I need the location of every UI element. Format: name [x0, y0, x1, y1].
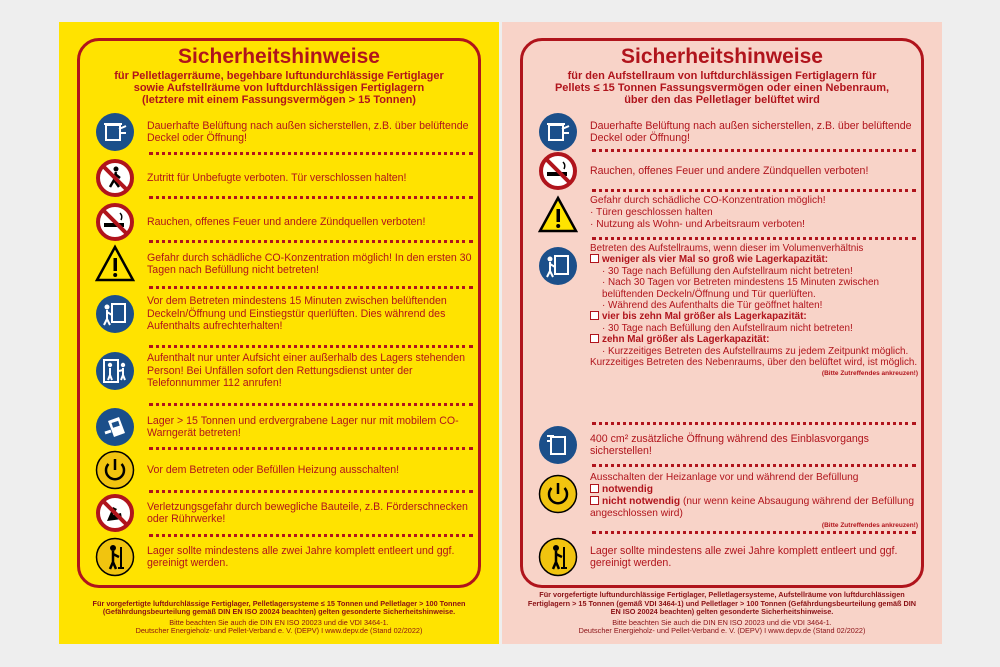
divider	[592, 237, 916, 240]
option-detail: (nur wenn keine Absaugung während der Befüllung angeschlossen wird)	[590, 496, 915, 519]
sign-subtitle-2: Pellets ≤ 15 Tonnen Fassungsvermögen oder einen Nebenraum,	[554, 82, 890, 94]
co-warning-bullet: Türen geschlossen halten	[596, 207, 713, 218]
sign-title: Sicherheitshinweise	[178, 45, 380, 68]
sign-subtitle-3: über den das Pelletlager belüftet wird	[624, 94, 820, 106]
list-item	[538, 151, 918, 191]
list-item	[95, 294, 475, 334]
item-text: 400 cm² zusätzliche Öffnung während des Einblasvorgangs sicherstellen!	[590, 432, 869, 457]
list-item	[95, 407, 475, 447]
item-text: Lager sollte mindestens alle zwei Jahre komplett entleert und ggf. gereinigt werden.	[147, 544, 455, 569]
sign-footer	[522, 591, 922, 636]
checkbox[interactable]	[590, 334, 599, 343]
ventilation-icon	[538, 112, 578, 152]
checkbox[interactable]	[590, 311, 599, 320]
ventilation-icon	[95, 112, 135, 152]
list-item	[95, 493, 475, 533]
supervision-icon	[95, 351, 135, 391]
ventilate-room-icon	[538, 246, 578, 286]
divider	[149, 345, 473, 348]
item-text: Dauerhafte Belüftung nach außen sicherstellen, z.B. über belüftende Deckel oder Öffnung!	[590, 119, 912, 144]
list-item	[95, 244, 475, 284]
item-text: Vor dem Betreten oder Befüllen Heizung ausschalten!	[147, 463, 400, 476]
checkbox[interactable]	[590, 254, 599, 263]
list-item	[95, 537, 475, 577]
volume-ratio-block: Betreten des Aufstellraums, wenn dieser im Volumenverhältnis weniger als vier Mal so groß wie Lagerkapazität: · 30 Tage nach Befüllung den Aufstellraum nicht betreten! · Nach 30 Tagen vor Betreten mindestens 15 Minuten zwischen belüftenden Deckeln/Öffnung und Tür querlüften. · Während des Aufenthalts die Tür geöffnet halten! vier bis zehn Mal größer als Lagerkapazität: · 30 Tage nach Befüllung den Aufstellraum nicht betreten! zehn Mal größer als Lagerkapazität: · Kurzzeitiges Betreten des Aufstellraums zu jedem Zeitpunkt möglich. Kurzzeitiges Betreten des Nebenraums, über den belüftet wird, ist möglich. (Bitte Zutreffendes ankreuzen!)	[590, 243, 918, 380]
option-label: zehn Mal größer als Lagerkapazität:	[602, 334, 770, 346]
divider	[149, 403, 473, 406]
list-item	[95, 450, 475, 490]
tick-note: (Bitte Zutreffendes ankreuzen!)	[821, 522, 918, 529]
item-text: Rauchen, offenes Feuer und andere Zündquellen verboten!	[147, 215, 426, 228]
option-label: nicht notwendig	[602, 496, 681, 507]
warning-icon	[538, 195, 578, 235]
co-warning-block: Gefahr durch schädliche CO-Konzentration möglich! · Türen geschlossen halten · Nutzung als Wohn- und Arbeitsraum verboten!	[590, 195, 918, 231]
ventilate-room-icon	[95, 294, 135, 334]
item-text: Zutritt für Unbefugte verboten. Tür verschlossen halten!	[147, 171, 407, 184]
list-item	[95, 158, 475, 198]
sign-header	[524, 46, 920, 106]
no-entry-icon	[95, 158, 135, 198]
sign-subtitle-3: (letztere mit einem Fassungsvermögen > 15 Tonnen)	[142, 94, 416, 106]
no-smoking-icon	[95, 202, 135, 242]
item-text: Dauerhafte Belüftung nach außen sicherstellen, z.B. über belüftende Deckel oder Öffnung!	[147, 119, 469, 144]
footer-standards: Bitte beachten Sie auch die DIN EN ISO 20023 und die VDI 3464-1.	[169, 617, 389, 627]
heating-block	[590, 472, 918, 532]
option-bullet: Während des Aufenthalts die Tür geöffnet halten!	[608, 300, 823, 312]
list-item	[95, 351, 475, 391]
sign-title: Sicherheitshinweise	[621, 45, 823, 68]
footer-publisher: Deutscher Energieholz- und Pellet-Verband e. V. (DEPV) I www.depv.de (Stand 02/2022)	[578, 626, 866, 636]
option-bullet: Kurzzeitiges Betreten des Aufstellraums zu jedem Zeitpunkt möglich.	[608, 345, 909, 357]
no-smoking-icon	[538, 151, 578, 191]
item-text: Rauchen, offenes Feuer und andere Zündquellen verboten!	[590, 164, 869, 177]
divider	[149, 152, 473, 155]
option-label: weniger als vier Mal so groß wie Lagerkapazität:	[602, 254, 829, 266]
opening-icon	[538, 425, 578, 465]
sign-footer	[79, 600, 479, 636]
divider	[592, 531, 916, 534]
cleaning-icon	[538, 537, 578, 577]
footer-standards: Bitte beachten Sie auch die DIN EN ISO 20023 und die VDI 3464-1.	[612, 617, 832, 627]
list-item	[538, 112, 918, 152]
cleaning-icon	[95, 537, 135, 577]
item-text: Verletzungsgefahr durch bewegliche Bauteile, z.B. Förderschnecken oder Rührwerke!	[147, 500, 468, 525]
heating-intro: Ausschalten der Heizanlage vor und während der Befüllung	[590, 472, 859, 483]
safety-sign-left	[59, 22, 499, 644]
sign-subtitle-1: für den Aufstellraum von luftdurchlässigen Fertiglagern für	[567, 70, 877, 82]
option-label: vier bis zehn Mal größer als Lagerkapazität:	[602, 311, 807, 323]
item-text: Vor dem Betreten mindestens 15 Minuten zwischen belüftenden Deckeln/Öffnung und Einstiegstür querlüften. Dies während des Aufenthalts aufrechterhalten!	[147, 295, 447, 333]
footer-note: Für vorgefertigte luftundurchlässige Fertiglager, Pelletlagersysteme, Aufstellräume von luftdurchlässigen Fertiglagern > 15 Tonnen (gemäß VDI 3464-1) und Pelletlager > 100 Tonnen (Gefährdungsbeurteilung gemäß DIN EN ISO 20024 beachten) gelten gesonderte Sicherheitshinweise.	[527, 590, 917, 617]
divider	[149, 286, 473, 289]
co-detector-icon	[95, 407, 135, 447]
co-warning-title: Gefahr durch schädliche CO-Konzentration möglich!	[590, 195, 826, 206]
list-item	[95, 202, 475, 242]
sign-subtitle-2: sowie Aufstellräume von luftdurchlässigen Fertiglagern	[133, 82, 425, 94]
option-bullet: Nach 30 Tagen vor Betreten mindestens 15 Minuten zwischen belüftenden Deckeln/Öffnung und Tür querlüften.	[602, 277, 880, 300]
option-label: notwendig	[602, 484, 653, 495]
power-off-icon	[538, 474, 578, 514]
checkbox[interactable]	[590, 484, 599, 493]
divider	[592, 464, 916, 467]
sign-header	[81, 46, 477, 106]
checkbox[interactable]	[590, 496, 599, 505]
divider	[149, 240, 473, 243]
list-item	[538, 537, 918, 577]
no-reach-in-icon	[95, 493, 135, 533]
option-bullet: 30 Tage nach Befüllung den Aufstellraum nicht betreten!	[608, 322, 853, 334]
item-text: Gefahr durch schädliche CO-Konzentration möglich! In den ersten 30 Tagen nach Befüllung nicht betreten!	[147, 251, 472, 276]
volume-intro: Betreten des Aufstellraums, wenn dieser im Volumenverhältnis	[590, 243, 864, 254]
warning-icon	[95, 244, 135, 284]
volume-tail: Kurzzeitiges Betreten des Nebenraums, über den belüftet wird, ist möglich.	[590, 357, 918, 369]
item-text: Lager sollte mindestens alle zwei Jahre komplett entleert und ggf. gereinigt werden.	[590, 544, 898, 569]
sign-subtitle-1: für Pelletlagerräume, begehbare luftundurchlässige Fertiglager	[114, 70, 444, 82]
footer-note: Für vorgefertigte luftdurchlässige Fertiglager, Pelletlagersysteme ≤ 15 Tonnen und Pelletlager > 100 Tonnen (Gefährdungsbeurteilung gemäß DIN EN ISO 20024 beachten) gelten gesonderte Sicherheitshinweise.	[92, 598, 466, 617]
item-text: Lager > 15 Tonnen und erdvergrabene Lager nur mit mobilem CO-Warngerät betreten!	[147, 414, 459, 439]
item-text: Aufenthalt nur unter Aufsicht einer außerhalb des Lagers stehenden Person! Bei Unfällen sofort den Rettungsdienst unter der Telefonnummer 112 anrufen!	[147, 352, 466, 390]
option-bullet: 30 Tage nach Befüllung den Aufstellraum nicht betreten!	[608, 265, 853, 277]
tick-note: (Bitte Zutreffendes ankreuzen!)	[821, 370, 918, 378]
co-warning-bullet: Nutzung als Wohn- und Arbeitsraum verboten!	[596, 219, 806, 230]
divider	[592, 189, 916, 192]
safety-sign-right	[502, 22, 942, 644]
list-item	[538, 425, 918, 465]
divider	[149, 196, 473, 199]
list-item	[95, 112, 475, 152]
footer-publisher: Deutscher Energieholz- und Pellet-Verband e. V. (DEPV) I www.depv.de (Stand 02/2022)	[135, 626, 423, 636]
power-off-icon	[95, 450, 135, 490]
